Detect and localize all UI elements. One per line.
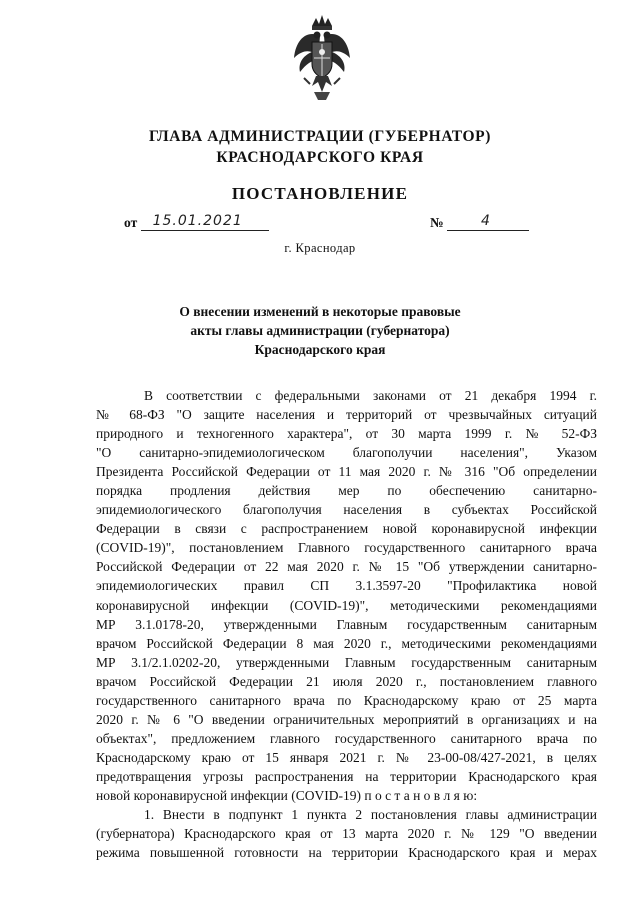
body-line: (COVID-19)", постановлением Главного государственного санитарного врача [96,540,597,556]
subject-line: акты главы администрации (губернатора) [190,323,450,338]
body-line: Президента Российской Федерации от 11 мая 2020 г. № 316 "Об определении [96,464,597,480]
handwritten-number: 4 [480,213,491,229]
body-line: новой коронавирусной инфекции (COVID-19) п о с т а н о в л я ю: [96,787,478,803]
body-line: 2020 г. № 6 "О введении ограничительных мероприятий в организациях и на [96,711,597,727]
body-line: 1. Внести в подпункт 1 пункта 2 постановления главы администрации [144,807,597,823]
body-line: "О санитарно-эпидемиологическом благополучии населения", Указом [96,445,597,461]
document-body [96,386,597,862]
subject-line: Краснодарского края [254,342,386,357]
subject-line: О внесении изменений в некоторые правовые [179,304,461,319]
date-underline [141,214,269,231]
city-name: г. Краснодар [284,241,356,255]
number-underline [447,214,529,231]
body-line: объектах", предложением главного государственного санитарного врача по [96,730,597,746]
body-line: эпидемиологических правил СП 3.1.3597-20 "Профилактика новой [96,578,597,594]
body-line: предотвращения угрозы распространения на территории Краснодарского края [96,768,597,784]
body-line: МР 3.1.0178-20, утвержденными Главным государственным санитарным [96,616,597,632]
issuer-title-line1: ГЛАВА АДМИНИСТРАЦИИ (ГУБЕРНАТОР) [149,128,491,145]
body-line: врачом Российской Федерации 21 июля 2020 г., постановлением главного [96,673,597,689]
body-line: порядка продления действия мер по обеспечению санитарно- [96,483,597,499]
number-prefix: № [430,215,444,230]
body-line: врачом Российской Федерации 8 мая 2020 г., методическими рекомендациями [96,635,597,651]
date-prefix: от [124,215,138,230]
body-line: Краснодарскому краю от 15 января 2021 г. № 23-00-08/427-2021, в целях [96,749,597,765]
handwritten-date: 15.01.2021 [152,213,243,229]
body-line: МР 3.1/2.1.0202-20, утвержденными Главным государственным санитарным [96,654,597,670]
body-line: Российской Федерации от 22 мая 2020 г. № 15 "Об утверждении санитарно- [96,559,597,575]
body-line: режима повышенной готовности на территории Краснодарского края и мерах [96,845,597,861]
document-subject [0,302,640,359]
krasnodar-coat-of-arms-emblem [290,12,354,104]
body-line: эпидемиологического благополучия населения в субъектах Российской [96,502,597,518]
body-line: Федерации в связи с распространением новой коронавирусной инфекции [96,521,597,537]
date-field [124,214,269,231]
document-type-title: ПОСТАНОВЛЕНИЕ [231,184,409,203]
body-line: № 68-ФЗ "О защите населения и территорий от чрезвычайных ситуаций [96,407,597,423]
number-field [430,214,529,231]
body-line: коронавирусной инфекции (COVID-19)", методическими рекомендациями [96,597,597,613]
body-line: природного и техногенного характера", от 30 марта 1999 г. № 52-ФЗ [96,426,597,442]
body-line: (губернатора) Краснодарского края от 13 марта 2020 г. № 129 "О введении [96,826,597,842]
issuer-title-line2: КРАСНОДАРСКОГО КРАЯ [216,149,424,166]
body-line: государственного санитарного врача по Краснодарскому краю от 25 марта [96,692,597,708]
body-line: В соответствии с федеральными законами от 21 декабря 1994 г. [144,388,597,403]
